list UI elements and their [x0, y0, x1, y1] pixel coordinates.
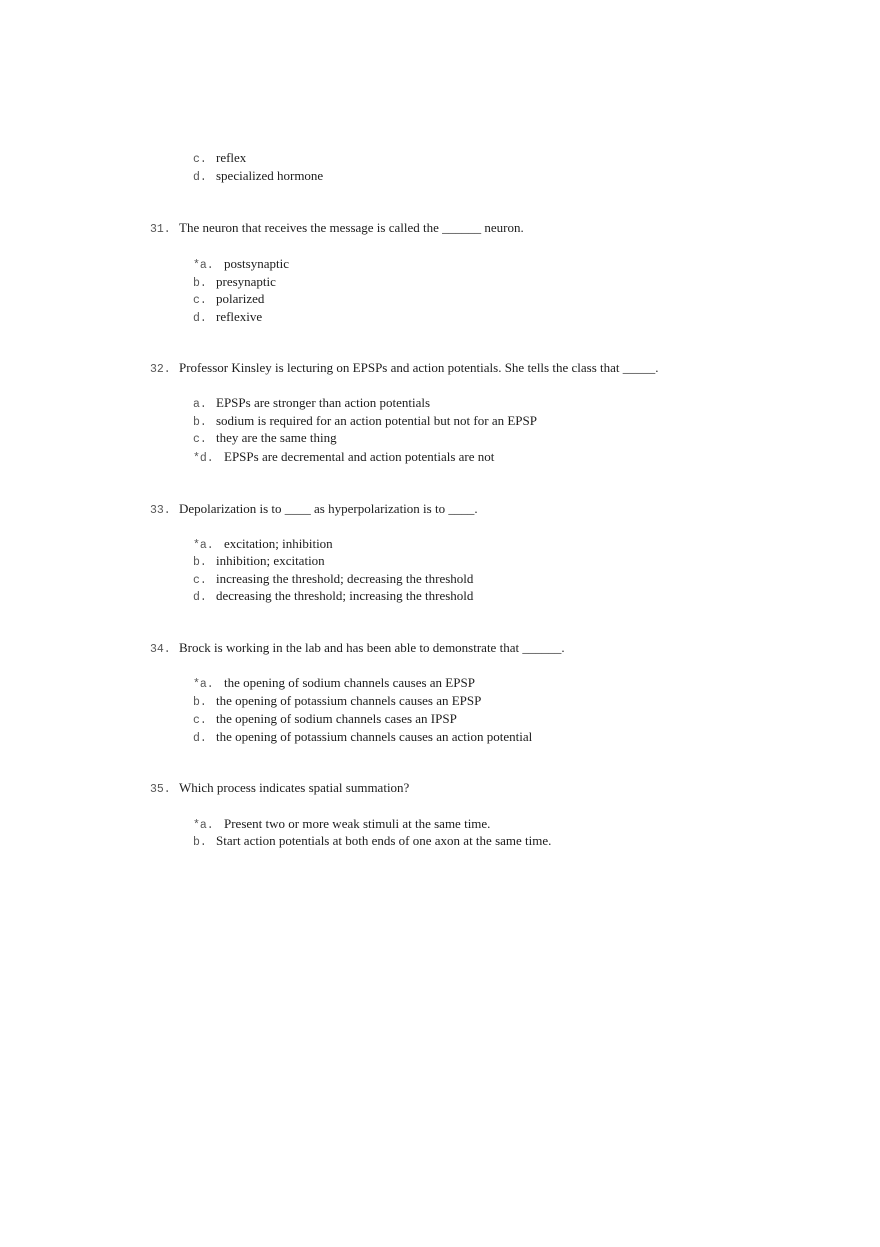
question-text: Professor Kinsley is lecturing on EPSPs and action potentials. She tells the class that _____.	[179, 360, 659, 375]
option-label: c.	[193, 574, 207, 587]
option-label: c.	[193, 433, 207, 446]
question-34-option-d	[193, 728, 532, 747]
question-34-option-b	[193, 692, 481, 711]
option-label: d.	[193, 312, 207, 325]
option-text: reflexive	[216, 309, 263, 324]
option-text: inhibition; excitation	[216, 553, 325, 568]
question-text: Depolarization is to ____ as hyperpolarization is to ____.	[179, 501, 478, 516]
option-text: the opening of sodium channels causes an EPSP	[224, 675, 475, 690]
question-31-option-a	[193, 255, 289, 274]
option-text: excitation; inhibition	[224, 536, 333, 551]
question-34-option-c	[193, 710, 457, 729]
question-number: 31.	[150, 223, 171, 236]
option-c	[193, 149, 246, 168]
option-text: EPSPs are decremental and action potentials are not	[224, 449, 495, 464]
question-31-option-d	[193, 308, 262, 327]
question-35-option-b	[193, 832, 551, 851]
option-label: d.	[193, 171, 207, 184]
option-text: Present two or more weak stimuli at the same time.	[224, 816, 491, 831]
option-text: postsynaptic	[224, 256, 289, 271]
option-label: d.	[193, 732, 207, 745]
question-33-stem	[150, 500, 478, 519]
option-label: c.	[193, 714, 207, 727]
option-label: *d.	[193, 452, 214, 465]
option-label: *a.	[193, 539, 214, 552]
option-text: polarized	[216, 291, 265, 306]
option-label: *a.	[193, 819, 214, 832]
question-31-stem	[150, 219, 524, 238]
option-label: d.	[193, 591, 207, 604]
question-32-option-a	[193, 394, 430, 413]
option-text: presynaptic	[216, 274, 276, 289]
question-number: 34.	[150, 643, 171, 656]
option-label: b.	[193, 556, 207, 569]
question-31-option-c	[193, 290, 264, 309]
question-33-option-b	[193, 552, 325, 571]
option-text: specialized hormone	[216, 168, 324, 183]
option-text: they are the same thing	[216, 430, 337, 445]
option-label: *a.	[193, 259, 214, 272]
question-32-stem	[150, 359, 659, 378]
question-text: The neuron that receives the message is called the ______ neuron.	[179, 220, 524, 235]
option-label: c.	[193, 153, 207, 166]
question-34-option-a	[193, 674, 475, 693]
question-number: 35.	[150, 783, 171, 796]
option-text: sodium is required for an action potential but not for an EPSP	[216, 413, 537, 428]
option-label: *a.	[193, 678, 214, 691]
question-number: 33.	[150, 504, 171, 517]
option-label: a.	[193, 398, 207, 411]
question-33-option-d	[193, 587, 473, 606]
option-text: the opening of sodium channels cases an IPSP	[216, 711, 457, 726]
option-text: Start action potentials at both ends of one axon at the same time.	[216, 833, 552, 848]
option-label: c.	[193, 294, 207, 307]
option-text: reflex	[216, 150, 247, 165]
option-label: b.	[193, 277, 207, 290]
option-text: the opening of potassium channels causes an EPSP	[216, 693, 482, 708]
option-text: increasing the threshold; decreasing the threshold	[216, 571, 474, 586]
option-label: b.	[193, 696, 207, 709]
question-number: 32.	[150, 363, 171, 376]
question-35-stem	[150, 779, 409, 798]
question-text: Brock is working in the lab and has been able to demonstrate that ______.	[179, 640, 565, 655]
option-label: b.	[193, 836, 207, 849]
question-32-option-c	[193, 429, 337, 448]
option-text: decreasing the threshold; increasing the threshold	[216, 588, 474, 603]
option-text: EPSPs are stronger than action potentials	[216, 395, 431, 410]
question-text: Which process indicates spatial summation?	[179, 780, 410, 795]
question-34-stem	[150, 639, 565, 658]
option-text: the opening of potassium channels causes an action potential	[216, 729, 533, 744]
option-label: b.	[193, 416, 207, 429]
option-d	[193, 167, 323, 186]
question-32-option-d	[193, 448, 494, 467]
